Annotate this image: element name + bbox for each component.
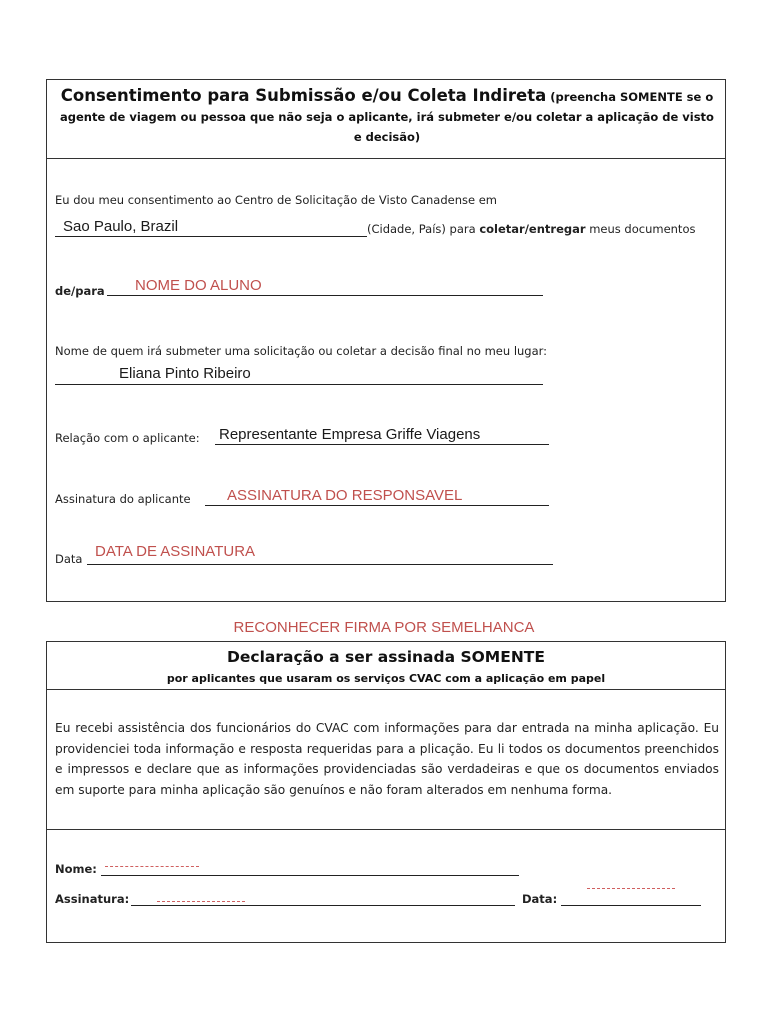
declaration-signature-underline[interactable] xyxy=(131,905,515,906)
relation-label: Relação com o aplicante: xyxy=(55,431,200,445)
signature-underline xyxy=(205,505,549,506)
declaration-date-label: Data: xyxy=(522,892,558,906)
consent-form-header xyxy=(55,86,719,147)
date-underline xyxy=(87,564,553,565)
date-field[interactable]: DATA DE ASSINATURA xyxy=(95,543,256,560)
relation-underline xyxy=(215,444,549,445)
signature-label: Assinatura do aplicante xyxy=(55,492,191,506)
representative-name-field[interactable]: Eliana Pinto Ribeiro xyxy=(119,365,251,382)
declaration-section xyxy=(46,641,726,943)
declaration-name-label: Nome: xyxy=(55,862,97,876)
declaration-signature-label: Assinatura: xyxy=(55,892,130,906)
declaration-date-underline[interactable] xyxy=(561,905,701,906)
city-country-suffix: (Cidade, País) para coletar/entregar meus documentos xyxy=(367,222,696,236)
signature-red-mark xyxy=(157,901,245,902)
city-country-underline xyxy=(55,236,367,237)
name-red-mark xyxy=(105,866,199,867)
consent-form-section xyxy=(46,79,726,602)
declaration-title: Declaração a ser assinada SOMENTE xyxy=(227,648,545,666)
from-to-label: de/para xyxy=(55,284,105,298)
relation-field[interactable]: Representante Empresa Griffe Viagens xyxy=(219,426,481,443)
notary-notice: RECONHECER FIRMA POR SEMELHANCA xyxy=(233,619,535,636)
header-divider xyxy=(47,158,725,159)
city-country-field[interactable]: Sao Paulo, Brazil xyxy=(63,218,179,235)
declaration-name-underline[interactable] xyxy=(101,875,519,876)
date-label: Data xyxy=(55,552,83,566)
date-red-mark xyxy=(587,888,675,889)
declaration-subtitle: por aplicantes que usaram os serviços CVAC com a aplicação em papel xyxy=(166,672,606,685)
declaration-header-divider xyxy=(47,689,725,690)
declaration-body: Eu recebi assistência dos funcionários do CVAC com informações para dar entrada na minha aplicação. Eu providenciei toda informação e resposta requeridas para a plicação. Eu li todos os documentos preenchidos e impressos e declare que as informações providenciadas são verdadeiras e que os documentos enviados em suporte para minha aplicação são genuínos e não foram alterados em nenhuma forma. xyxy=(55,721,719,797)
representative-prompt: Nome de quem irá submeter uma solicitação ou coletar a decisão final no meu lugar: xyxy=(55,344,548,358)
from-to-field[interactable]: NOME DO ALUNO xyxy=(135,277,262,294)
representative-underline xyxy=(55,384,543,385)
declaration-body-divider xyxy=(47,829,725,830)
consent-form-subtitle: (preencha SOMENTE se o agente de viagem ou pessoa que não seja o aplicante, irá submeter e/ou coletar a aplicação de visto e decisão) xyxy=(60,90,714,144)
signature-field[interactable]: ASSINATURA DO RESPONSAVEL xyxy=(227,487,463,504)
consent-intro-text: Eu dou meu consentimento ao Centro de Solicitação de Visto Canadense em xyxy=(55,193,497,207)
consent-form-title: Consentimento para Submissão e/ou Coleta Indireta xyxy=(60,86,547,105)
from-to-underline xyxy=(107,295,543,296)
